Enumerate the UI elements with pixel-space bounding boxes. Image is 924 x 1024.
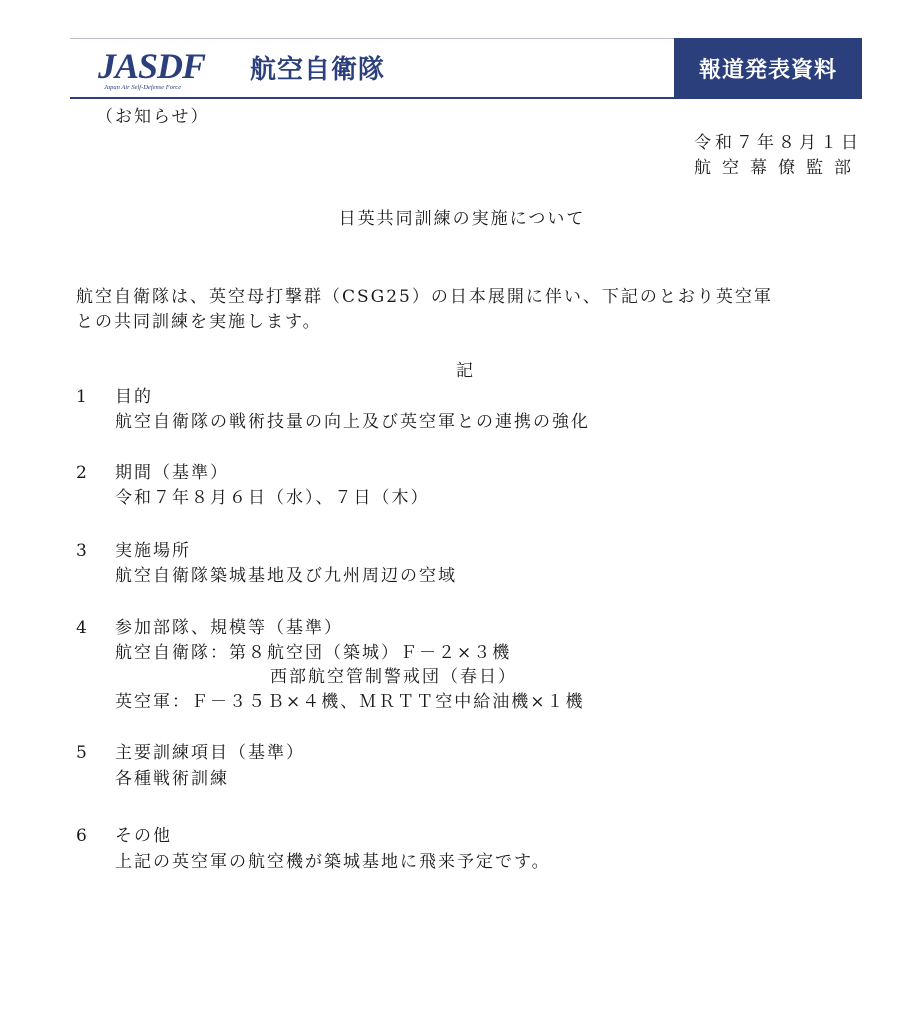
org-name: 航空自衛隊 <box>250 55 386 85</box>
header <box>70 38 862 98</box>
item-number: 4 <box>76 618 87 638</box>
item-heading: その他 <box>115 826 172 846</box>
item-line: 西部航空管制警戒団（春日） <box>270 667 517 687</box>
press-release-label: 報道発表資料 <box>698 58 837 83</box>
item-heading: 期間（基準） <box>115 463 229 483</box>
item-heading: 主要訓練項目（基準） <box>115 743 305 763</box>
header-bottom-rule <box>70 97 674 99</box>
item-line: 航空自衛隊築城基地及び九州周辺の空域 <box>115 566 457 586</box>
intro-line-1: 航空自衛隊は、英空母打撃群（CSG25）の日本展開に伴い、下記のとおり英空軍 <box>76 287 773 307</box>
item-line: 各種戦術訓練 <box>115 769 229 789</box>
item-number: 5 <box>76 743 87 763</box>
document-title: 日英共同訓練の実施について <box>338 209 586 229</box>
item-number: 2 <box>76 463 87 483</box>
release-date: 令和７年８月１日 <box>694 133 862 153</box>
intro-line-2: との共同訓練を実施します。 <box>76 312 322 332</box>
header-top-rule <box>70 38 674 39</box>
jasdf-logo <box>98 44 428 94</box>
item-line: 英空軍：Ｆ－３５Ｂ×４機、ＭＲＴＴ空中給油機×１機 <box>115 692 585 712</box>
logo-jasdf-text: JASDF <box>98 46 206 86</box>
press-release-badge <box>674 38 862 99</box>
item-heading: 実施場所 <box>115 541 191 561</box>
item-line: 令和７年８月６日（水）、７日（木） <box>115 488 430 508</box>
item-heading: 目的 <box>115 387 153 407</box>
item-number: 3 <box>76 541 87 561</box>
issuing-department: 航空幕僚監部 <box>694 158 862 178</box>
item-line: 航空自衛隊：第８航空団（築城）Ｆ－２×３機 <box>115 643 512 663</box>
item-heading: 参加部隊、規模等（基準） <box>115 618 343 638</box>
item-line: 上記の英空軍の航空機が築城基地に飛来予定です。 <box>115 852 551 872</box>
ki-marker: 記 <box>456 361 475 381</box>
logo-subtext: Japan Air Self-Defense Force <box>104 84 182 91</box>
item-line: 航空自衛隊の戦術技量の向上及び英空軍との連携の強化 <box>115 412 590 432</box>
item-number: 6 <box>76 826 87 846</box>
item-number: 1 <box>76 387 87 407</box>
notice-label: （お知らせ） <box>96 107 210 127</box>
